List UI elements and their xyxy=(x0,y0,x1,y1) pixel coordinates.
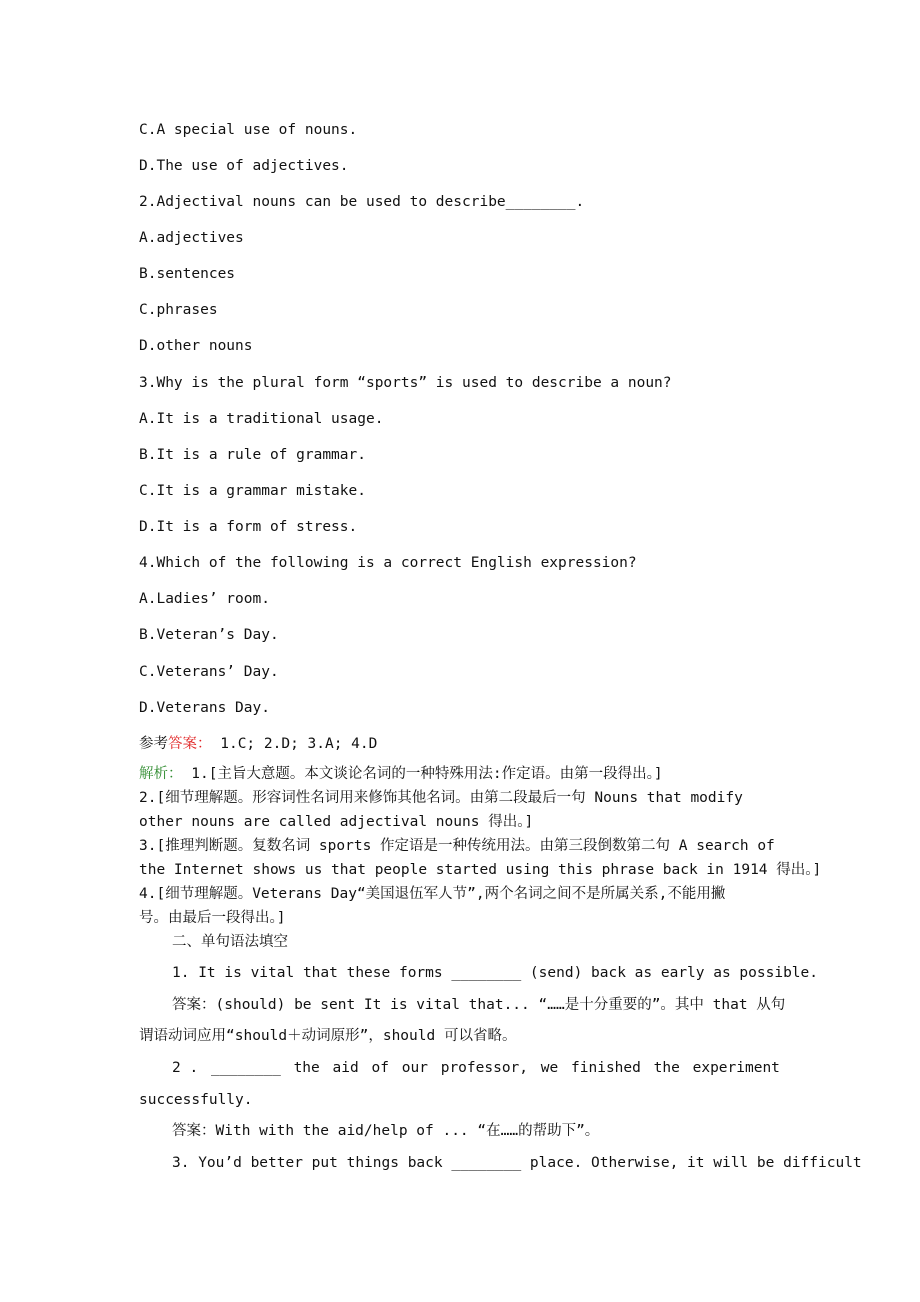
analysis-text-1: 1.[主旨大意题。本文谈论名词的一种特殊用法:作定语。由第一段得出。] xyxy=(182,766,663,782)
sentence-2-number: 2 . xyxy=(172,1060,199,1076)
sentence-2-word: our xyxy=(401,1060,428,1076)
sentence-1-answer: 答案：(should) be sent It is vital that... “……是十分重要的”。其中 that 从句 xyxy=(172,997,786,1013)
sentence-2-word: we xyxy=(540,1060,559,1076)
q3-option-c: C.It is a grammar mistake. xyxy=(139,483,366,499)
sentence-1-answer-cont: 谓语动词应用“should＋动词原形”，should 可以省略。 xyxy=(139,1028,517,1044)
q1-option-c: C.A special use of nouns. xyxy=(139,122,358,138)
analysis-label: 解析： xyxy=(139,766,183,782)
q4-option-c: C.Veterans’ Day. xyxy=(139,664,279,680)
analysis-line-7: 号。由最后一段得出。] xyxy=(139,910,286,926)
q4-stem: 4.Which of the following is a correct English expression? xyxy=(139,555,637,571)
sentence-2-cont: successfully. xyxy=(139,1092,253,1108)
analysis-line-3: other nouns are called adjectival nouns 得出。] xyxy=(139,814,534,830)
q1-option-d: D.The use of adjectives. xyxy=(139,158,349,174)
sentence-2-word: of xyxy=(371,1060,389,1076)
q2-option-b: B.sentences xyxy=(139,266,236,282)
sentence-2-word: finished xyxy=(571,1060,641,1076)
section-2-title: 二、单句语法填空 xyxy=(172,934,288,950)
sentence-2 xyxy=(172,1058,780,1078)
sentence-2-word: the xyxy=(293,1060,320,1076)
q3-option-b: B.It is a rule of grammar. xyxy=(139,447,366,463)
answer-line xyxy=(139,734,377,754)
q2-option-d: D.other nouns xyxy=(139,338,253,354)
sentence-3: 3. You’d better put things back ________ place. Otherwise, it will be difficult xyxy=(172,1155,862,1171)
q4-option-b: B.Veteran’s Day. xyxy=(139,627,279,643)
answer-prefix: 参考 xyxy=(139,736,168,752)
q3-option-d: D.It is a form of stress. xyxy=(139,519,358,535)
q3-stem: 3.Why is the plural form “sports” is used to describe a noun? xyxy=(139,375,672,391)
sentence-2-word: aid xyxy=(332,1060,359,1076)
q2-option-a: A.adjectives xyxy=(139,230,244,246)
q3-option-a: A.It is a traditional usage. xyxy=(139,411,384,427)
answer-label: 答案： xyxy=(168,736,212,752)
sentence-2-word: experiment xyxy=(692,1060,780,1076)
sentence-2-word: the xyxy=(653,1060,680,1076)
analysis-line-6: 4.[细节理解题。Veterans Day“美国退伍军人节”,两个名词之间不是所属关系,不能用撇 xyxy=(139,886,726,902)
sentence-2-blank: ________ xyxy=(210,1060,281,1076)
q2-stem: 2.Adjectival nouns can be used to describe________. xyxy=(139,194,585,210)
sentence-2-answer: 答案：With with the aid/help of ... “在……的帮助下”。 xyxy=(172,1123,600,1139)
sentence-2-word: professor, xyxy=(440,1060,529,1076)
answer-value: 1.C; 2.D; 3.A; 4.D xyxy=(211,736,378,752)
analysis-line-4: 3.[推理判断题。复数名词 sports 作定语是一种传统用法。由第三段倒数第二句 A search of xyxy=(139,838,775,854)
q4-option-d: D.Veterans Day. xyxy=(139,700,270,716)
analysis-line-2: 2.[细节理解题。形容词性名词用来修饰其他名词。由第二段最后一句 Nouns that modify xyxy=(139,790,743,806)
sentence-1: 1. It is vital that these forms ________ (send) back as early as possible. xyxy=(172,965,819,981)
q4-option-a: A.Ladies’ room. xyxy=(139,591,270,607)
q2-option-c: C.phrases xyxy=(139,302,218,318)
analysis-line-5: the Internet shows us that people started using this phrase back in 1914 得出。] xyxy=(139,862,822,878)
analysis-line-1 xyxy=(139,764,663,784)
